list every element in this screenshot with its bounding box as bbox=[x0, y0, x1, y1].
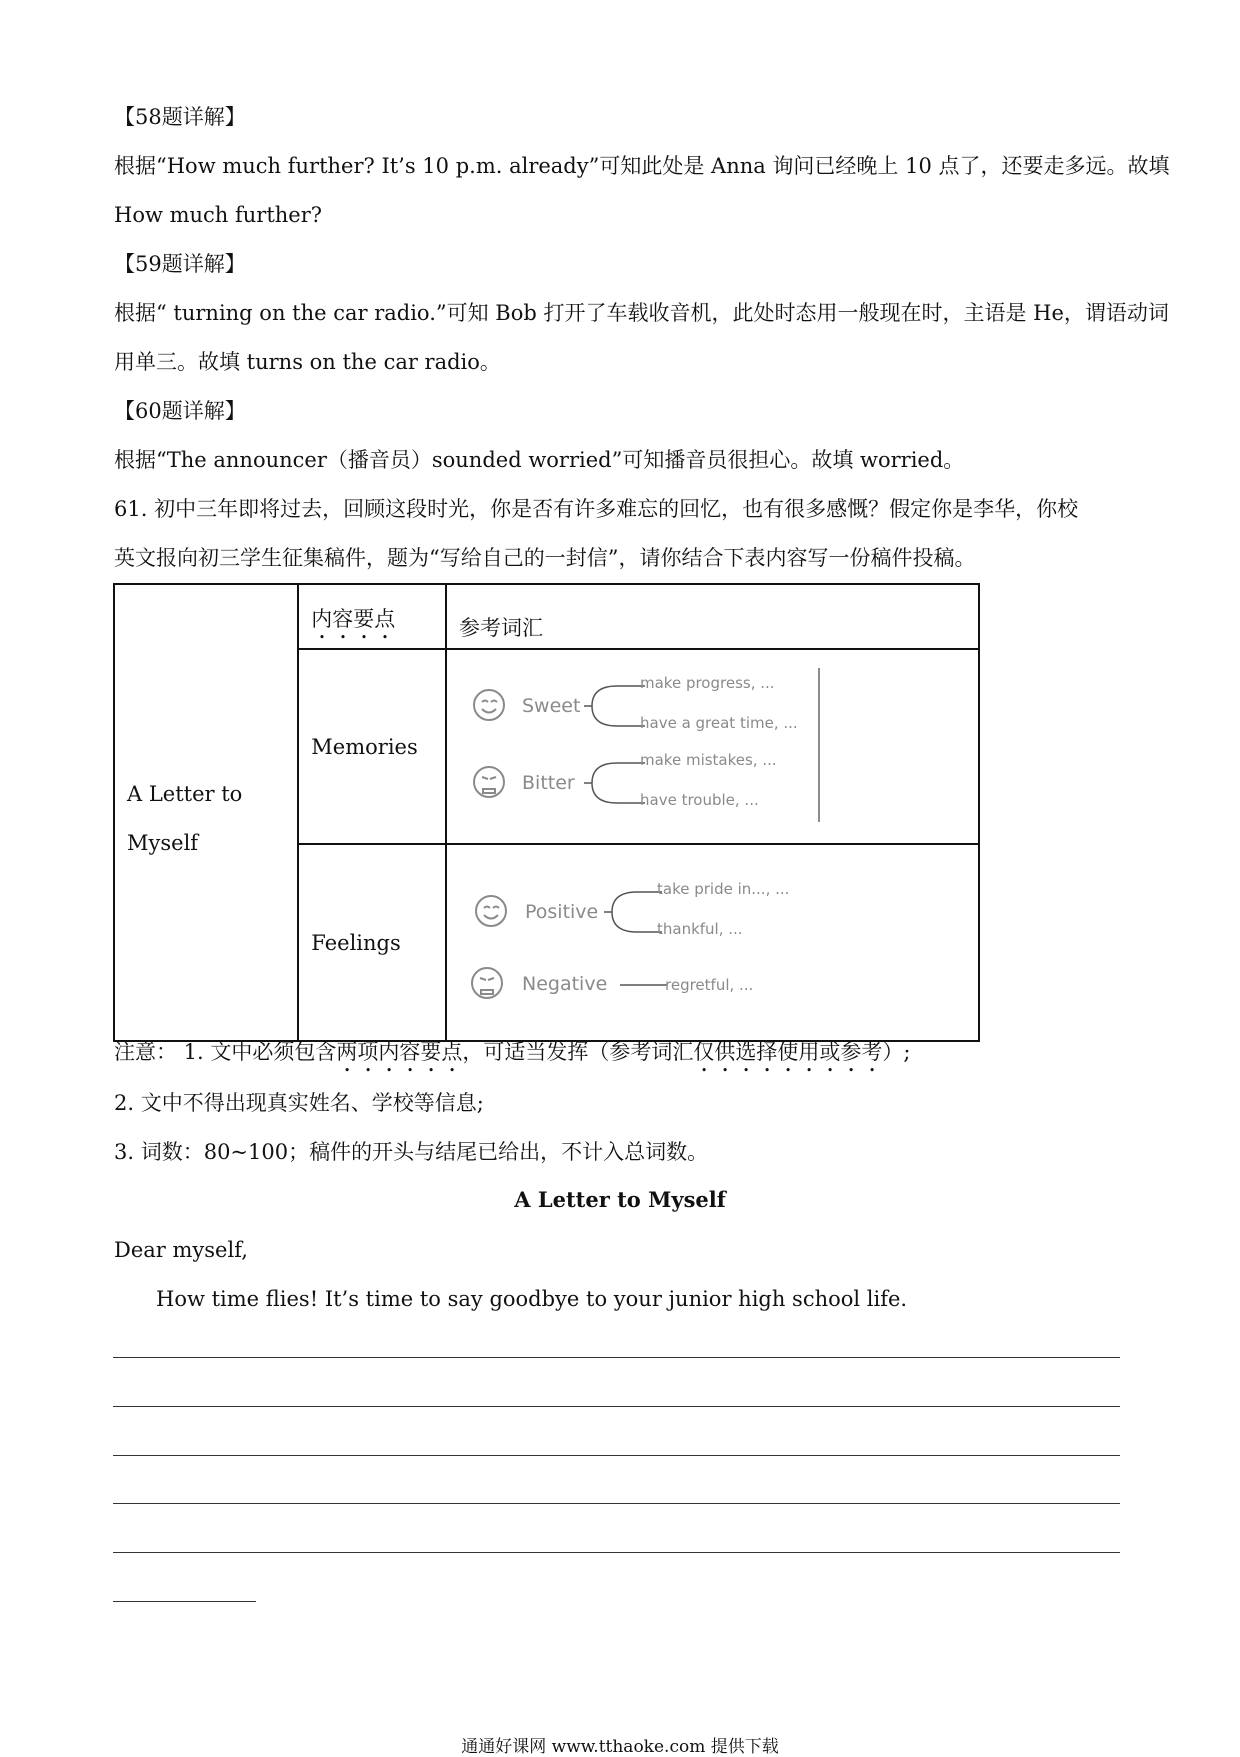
q61-prompt-line1: 61. 初中三年即将过去，回顾这段时光，你是否有许多难忘的回忆，也有很多感慨？假定你是李华，你校 bbox=[114, 497, 1079, 521]
bitter-item-2: have trouble, ... bbox=[639, 791, 759, 809]
bitter-label: Bitter bbox=[521, 772, 575, 794]
note1-middle: ，可适当发挥（参考词汇 bbox=[462, 1040, 694, 1064]
letter-title: A Letter to Myself bbox=[514, 1187, 726, 1212]
note1-suffix: ）; bbox=[882, 1040, 911, 1064]
q59-explanation-line2: 用单三。故填 turns on the car radio。 bbox=[114, 350, 501, 374]
memories-vocab-cell bbox=[446, 649, 979, 844]
q59-heading: 【59题详解】 bbox=[114, 252, 246, 276]
note-3: 3. 词数：80~100；稿件的开头与结尾已给出，不计入总词数。 bbox=[114, 1140, 709, 1164]
writing-task-table bbox=[113, 583, 980, 1042]
topic-cell bbox=[114, 584, 298, 1041]
feelings-mindmap bbox=[447, 845, 967, 1035]
smile-face-icon bbox=[476, 896, 506, 926]
writing-line-1[interactable] bbox=[113, 1357, 1120, 1358]
feelings-cell bbox=[298, 844, 446, 1041]
q60-heading: 【60题详解】 bbox=[114, 399, 246, 423]
writing-line-2[interactable] bbox=[113, 1406, 1120, 1407]
memories-cell bbox=[298, 649, 446, 844]
q58-heading: 【58题详解】 bbox=[114, 105, 246, 129]
q58-explanation-line1: 根据“How much further? It’s 10 p.m. already”可知此处是 Anna 询问已经晚上 10 点了，还要走多远。故填 bbox=[114, 154, 1170, 178]
feelings-vocab-cell bbox=[446, 844, 979, 1041]
sad-face-icon bbox=[474, 767, 504, 797]
negative-item-1: regretful, ... bbox=[664, 976, 754, 994]
note-2: 2. 文中不得出现真实姓名、学校等信息; bbox=[114, 1091, 484, 1115]
q61-prompt-line2: 英文报向初三学生征集稿件，题为“写给自己的一封信”，请你结合下表内容写一份稿件投稿。 bbox=[114, 546, 976, 570]
memories-mindmap bbox=[447, 650, 967, 838]
header-vocab-text: 参考词汇 bbox=[458, 615, 543, 640]
positive-item-2: thankful, ... bbox=[656, 920, 743, 938]
note1-prefix: 注意： 1. 文中必须包含 bbox=[114, 1040, 337, 1064]
smile-face-icon bbox=[474, 690, 504, 720]
note1-dotted-reference: 仅供选择使用或参考 bbox=[693, 1040, 883, 1064]
sad-face-icon bbox=[472, 968, 502, 998]
note1-dotted-points: 两项内容要点 bbox=[336, 1040, 463, 1064]
letter-greeting: Dear myself, bbox=[114, 1238, 248, 1262]
note-1 bbox=[114, 1038, 910, 1077]
letter-opening: How time flies! It’s time to say goodbye to your junior high school life. bbox=[156, 1287, 908, 1311]
bitter-item-1: make mistakes, ... bbox=[639, 751, 777, 769]
topic-line1: A Letter to bbox=[127, 782, 243, 806]
q59-explanation-line1: 根据“ turning on the car radio.”可知 Bob 打开了车载收音机，此处时态用一般现在时，主语是 He，谓语动词 bbox=[114, 301, 1169, 325]
writing-line-3[interactable] bbox=[113, 1455, 1120, 1456]
sweet-item-2: have a great time, ... bbox=[639, 714, 798, 732]
q58-explanation-line2: How much further? bbox=[114, 203, 323, 227]
topic-line2: Myself bbox=[127, 831, 199, 855]
positive-item-1: take pride in..., ... bbox=[656, 880, 790, 898]
sweet-item-1: make progress, ... bbox=[639, 674, 775, 692]
writing-line-short[interactable] bbox=[113, 1601, 256, 1602]
positive-label: Positive bbox=[524, 901, 599, 923]
header-content-points bbox=[298, 584, 446, 649]
writing-line-4[interactable] bbox=[113, 1503, 1120, 1504]
page-footer: 通通好课网 www.tthaoke.com 提供下载 bbox=[461, 1737, 779, 1757]
header-reference-vocab bbox=[446, 584, 979, 649]
negative-label: Negative bbox=[521, 973, 608, 995]
writing-line-5[interactable] bbox=[113, 1552, 1120, 1553]
header-points-text: 内容要点 bbox=[311, 606, 396, 631]
sweet-label: Sweet bbox=[521, 695, 581, 717]
memories-label: Memories bbox=[311, 734, 418, 759]
feelings-label: Feelings bbox=[311, 930, 401, 955]
q60-explanation-line1: 根据“The announcer（播音员）sounded worried”可知播音员很担心。故填 worried。 bbox=[114, 448, 965, 472]
